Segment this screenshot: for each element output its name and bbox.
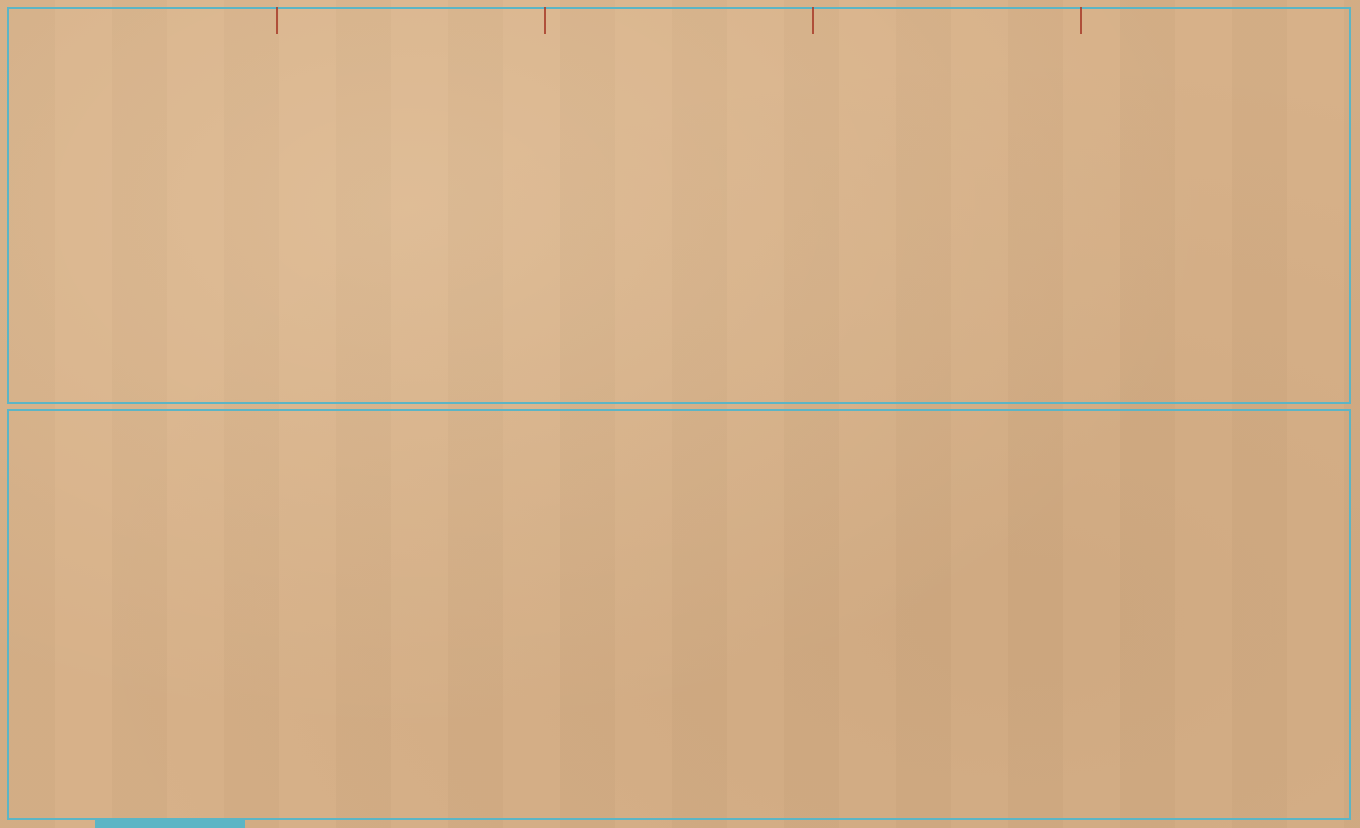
sheet-top [7, 7, 1351, 404]
registration-mark [276, 7, 278, 34]
registration-mark [812, 7, 814, 34]
cut-mark-bar [95, 820, 245, 828]
registration-mark [1080, 7, 1082, 34]
registration-mark [544, 7, 546, 34]
sheet-bottom [7, 409, 1351, 820]
